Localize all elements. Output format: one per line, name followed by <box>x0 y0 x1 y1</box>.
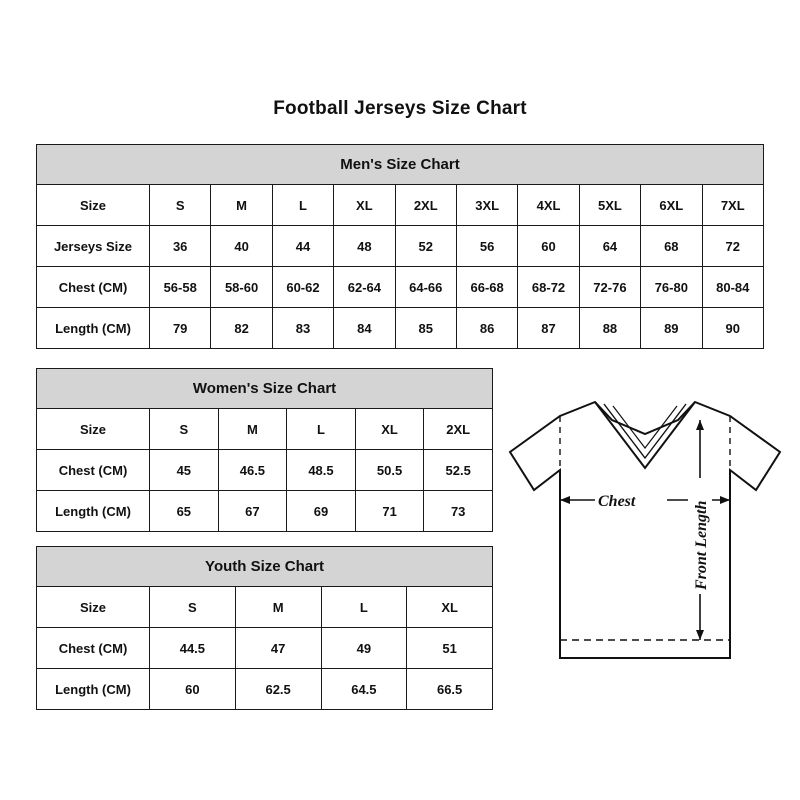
table-cell: 2XL <box>424 409 493 450</box>
table-cell: 46.5 <box>218 450 287 491</box>
table-cell: 50.5 <box>355 450 424 491</box>
table-cell: 7XL <box>702 185 763 226</box>
table-row <box>37 267 764 308</box>
table-cell: 76-80 <box>641 267 702 308</box>
table-cell: 83 <box>272 308 333 349</box>
table-cell: S <box>150 409 219 450</box>
table-cell: 56 <box>456 226 517 267</box>
length-arrow-bottom <box>696 630 704 640</box>
table-cell: 67 <box>218 491 287 532</box>
table-cell: 68 <box>641 226 702 267</box>
table-cell: 44.5 <box>150 628 236 669</box>
table-cell: 72-76 <box>579 267 640 308</box>
front-length-label: Front Length <box>693 500 710 590</box>
mens-size-chart-table <box>36 144 764 349</box>
table-cell: 60-62 <box>272 267 333 308</box>
table-cell: 80-84 <box>702 267 763 308</box>
table-cell: 44 <box>272 226 333 267</box>
table-cell: 66-68 <box>456 267 517 308</box>
table-cell: 58-60 <box>211 267 272 308</box>
table-cell: 68-72 <box>518 267 579 308</box>
table-cell: 4XL <box>518 185 579 226</box>
table-row <box>37 491 493 532</box>
table-cell: 6XL <box>641 185 702 226</box>
mens-table-caption: Men's Size Chart <box>36 144 764 184</box>
row-header-length: Length (CM) <box>37 669 150 710</box>
table-cell: 36 <box>150 226 211 267</box>
table-cell: 89 <box>641 308 702 349</box>
table-cell: L <box>321 587 407 628</box>
table-row <box>37 308 764 349</box>
table-cell: M <box>218 409 287 450</box>
row-header-jerseys-size: Jerseys Size <box>37 226 150 267</box>
table-cell: 48 <box>334 226 395 267</box>
collar-inner-2 <box>613 406 677 448</box>
table-cell: 64-66 <box>395 267 456 308</box>
row-header-chest: Chest (CM) <box>37 450 150 491</box>
table-cell: 88 <box>579 308 640 349</box>
table-cell: 52 <box>395 226 456 267</box>
womens-size-chart-table <box>36 368 493 532</box>
table-cell: 47 <box>235 628 321 669</box>
length-arrow-top <box>696 420 704 430</box>
table-cell: 51 <box>407 628 493 669</box>
table-cell: 49 <box>321 628 407 669</box>
row-header-length: Length (CM) <box>37 308 150 349</box>
table-cell: 60 <box>150 669 236 710</box>
table-cell: M <box>211 185 272 226</box>
table-cell: S <box>150 185 211 226</box>
table-cell: 85 <box>395 308 456 349</box>
table-cell: L <box>272 185 333 226</box>
table-cell: 71 <box>355 491 424 532</box>
table-cell: 87 <box>518 308 579 349</box>
row-header-length: Length (CM) <box>37 491 150 532</box>
youth-table-caption: Youth Size Chart <box>36 546 493 586</box>
table-row <box>37 628 493 669</box>
table-cell: XL <box>334 185 395 226</box>
table-cell: 86 <box>456 308 517 349</box>
table-cell: 64 <box>579 226 640 267</box>
table-cell: 72 <box>702 226 763 267</box>
table-cell: 62-64 <box>334 267 395 308</box>
table-row <box>37 669 493 710</box>
table-cell: 66.5 <box>407 669 493 710</box>
row-header-size: Size <box>37 587 150 628</box>
table-cell: 82 <box>211 308 272 349</box>
table-cell: 62.5 <box>235 669 321 710</box>
table-cell: 56-58 <box>150 267 211 308</box>
row-header-chest: Chest (CM) <box>37 267 150 308</box>
row-header-size: Size <box>37 185 150 226</box>
table-cell: 48.5 <box>287 450 356 491</box>
table-cell: 69 <box>287 491 356 532</box>
chest-arrow-right <box>720 496 730 504</box>
row-header-size: Size <box>37 409 150 450</box>
table-cell: 3XL <box>456 185 517 226</box>
table-cell: S <box>150 587 236 628</box>
jersey-measurement-diagram <box>500 390 790 690</box>
table-cell: 79 <box>150 308 211 349</box>
table-cell: 52.5 <box>424 450 493 491</box>
table-cell: 73 <box>424 491 493 532</box>
table-cell: 84 <box>334 308 395 349</box>
chest-label: Chest <box>598 493 636 510</box>
table-cell: XL <box>407 587 493 628</box>
youth-size-chart-table <box>36 546 493 710</box>
table-cell: 5XL <box>579 185 640 226</box>
row-header-chest: Chest (CM) <box>37 628 150 669</box>
table-cell: 45 <box>150 450 219 491</box>
table-row <box>37 450 493 491</box>
jersey-outline <box>510 402 780 658</box>
chest-arrow-left <box>560 496 570 504</box>
jersey-diagram-svg <box>500 390 790 690</box>
table-cell: 90 <box>702 308 763 349</box>
table-cell: L <box>287 409 356 450</box>
table-cell: 65 <box>150 491 219 532</box>
table-row <box>37 226 764 267</box>
table-cell: 64.5 <box>321 669 407 710</box>
table-row <box>37 185 764 226</box>
table-cell: 40 <box>211 226 272 267</box>
table-cell: XL <box>355 409 424 450</box>
table-cell: 2XL <box>395 185 456 226</box>
womens-table-caption: Women's Size Chart <box>36 368 493 408</box>
table-cell: 60 <box>518 226 579 267</box>
table-row <box>37 409 493 450</box>
table-row <box>37 587 493 628</box>
page-title: Football Jerseys Size Chart <box>273 98 527 119</box>
table-cell: M <box>235 587 321 628</box>
